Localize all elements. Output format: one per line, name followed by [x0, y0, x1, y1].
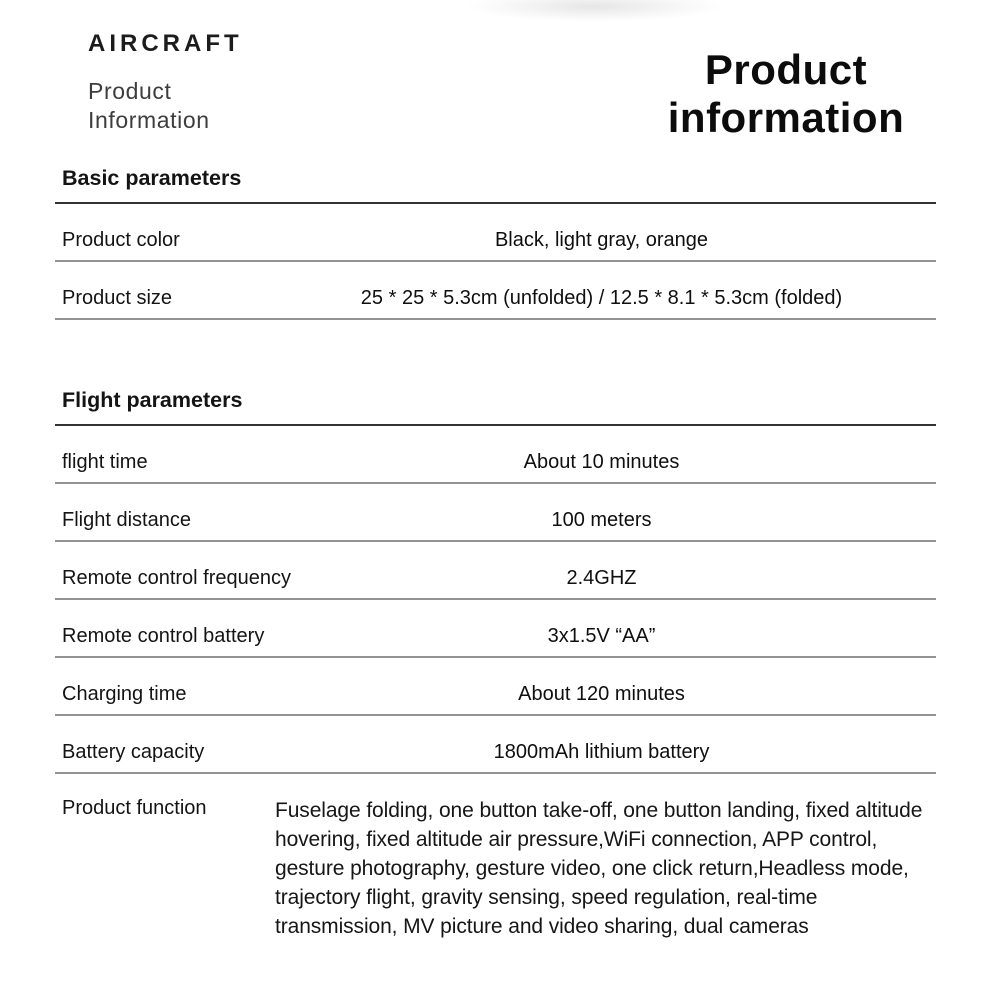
- spec-value: 25 * 25 * 5.3cm (unfolded) / 12.5 * 8.1 * 5.3cm (folded): [360, 287, 843, 309]
- spec-label: Flight distance: [62, 509, 191, 531]
- brand-tagline-line1: Product: [88, 78, 172, 104]
- spec-row-product-function: [55, 774, 936, 941]
- section-flight-parameters: [55, 388, 936, 941]
- brand-tagline: [88, 77, 243, 135]
- spec-label: Charging time: [62, 683, 187, 705]
- spec-label: Product color: [62, 229, 180, 251]
- spec-row-product-size: [55, 262, 936, 318]
- spec-value: About 120 minutes: [518, 683, 685, 705]
- spec-row-flight-distance: [55, 484, 936, 540]
- section-basic-parameters: [55, 166, 936, 320]
- spec-row-flight-time: [55, 426, 936, 482]
- spec-row-remote-control-battery: [55, 600, 936, 656]
- top-center-artifact: [430, 0, 760, 28]
- spec-value: 100 meters: [551, 509, 652, 531]
- spec-label: flight time: [62, 451, 148, 473]
- brand-tagline-line2: Information: [88, 107, 210, 133]
- row-divider: [55, 318, 936, 320]
- spec-value: 2.4GHZ: [566, 567, 637, 589]
- spec-value: Black, light gray, orange: [494, 229, 709, 251]
- spec-label: Battery capacity: [62, 741, 205, 763]
- spec-row-remote-control-frequency: [55, 542, 936, 598]
- spec-value: 3x1.5V “AA”: [547, 625, 656, 647]
- page-title: [606, 46, 966, 142]
- page-title-line1: Product: [704, 46, 868, 93]
- spec-row-product-color: [55, 204, 936, 260]
- spec-label: Remote control frequency: [62, 567, 292, 589]
- spec-label: Remote control battery: [62, 625, 265, 647]
- brand-logo: AIRCRAFT: [88, 30, 243, 57]
- spec-row-battery-capacity: [55, 716, 936, 772]
- section-heading: Basic parameters: [62, 166, 242, 190]
- spec-value: About 10 minutes: [523, 451, 680, 473]
- spec-label: Product size: [62, 287, 173, 309]
- spec-label: Product function: [62, 797, 207, 819]
- brand-block: [88, 30, 243, 135]
- spec-tables: [55, 166, 936, 941]
- section-heading: Flight parameters: [62, 388, 243, 412]
- page-title-line2: information: [667, 94, 905, 141]
- spec-value: Fuselage folding, one button take-off, one button landing, fixed altitude hovering, fixed altitude air pressure,WiFi connection, APP control, gesture photography, gesture video, one click return,Headless mode, trajectory flight, gravity sensing, speed regulation, real-time transmission, MV picture and video sharing, dual cameras: [275, 799, 923, 938]
- spec-row-charging-time: [55, 658, 936, 714]
- spec-value: 1800mAh lithium battery: [493, 741, 710, 763]
